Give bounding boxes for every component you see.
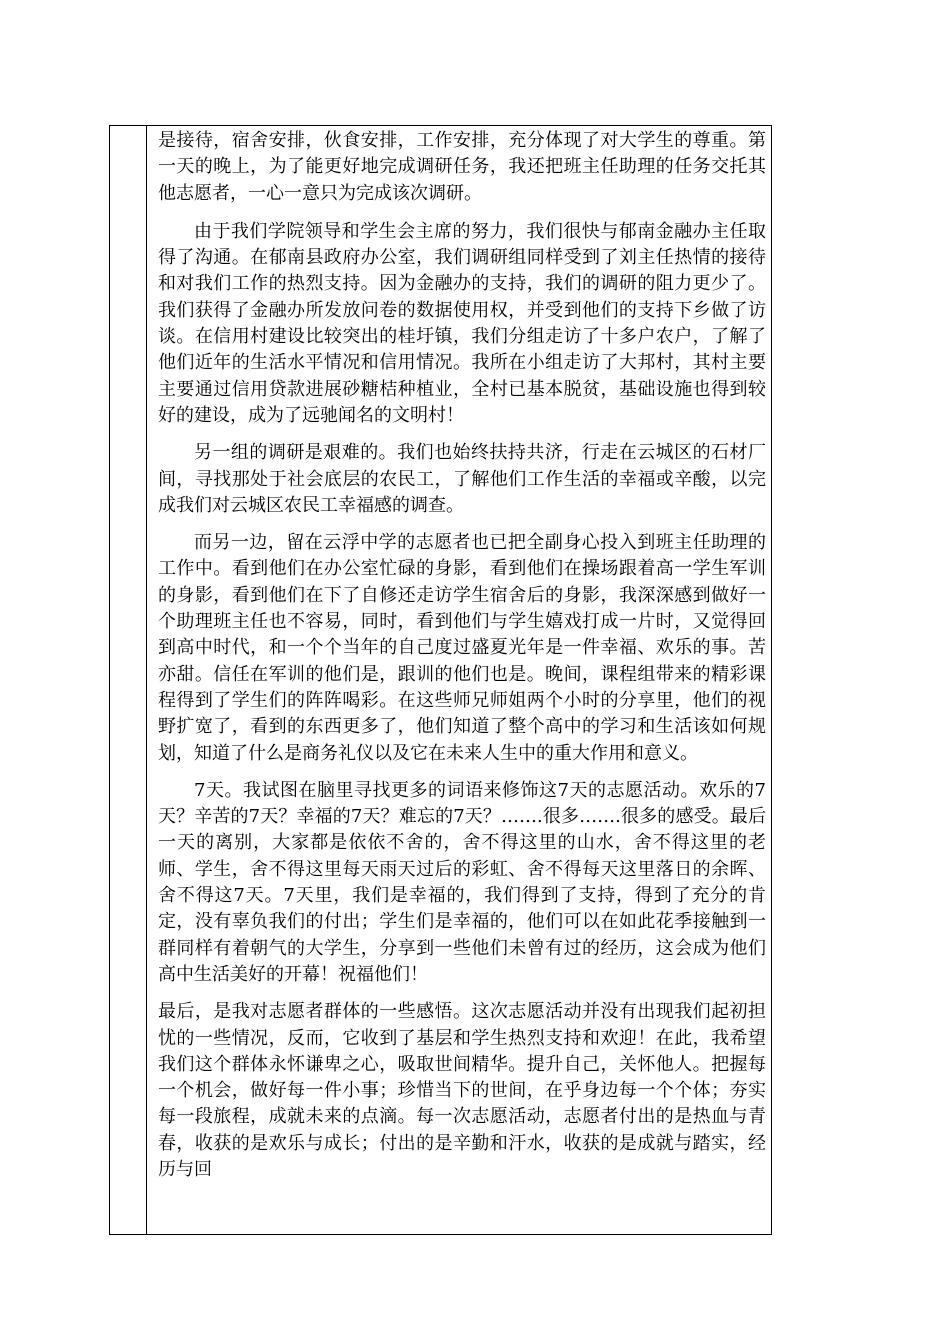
- document-table: [109, 125, 772, 1235]
- paragraph-5: 7天。我试图在脑里寻找更多的词语来修饰这7天的志愿活动。欢乐的7天？辛苦的7天？幸福的7天？难忘的7天？…….很多…….很多的感受。最后一天的离别，大家都是依依不舍的，舍不得这里的山水，舍不得这里的老师、学生，舍不得这里每天雨天过后的彩虹、舍不得每天这里落日的余晖、舍不得这7天。7天里，我们是幸福的，我们得到了支持，得到了充分的肯定，没有辜负我们的付出；学生们是幸福的，他们可以在如此花季接触到一群同样有着朝气的大学生，分享到一些他们未曾有过的经历，这会成为他们高中生活美好的开幕！祝福他们！: [158, 779, 766, 985]
- paragraph-6: 最后，是我对志愿者群体的一些感悟。这次志愿活动并没有出现我们起初担忧的一些情况，反而，它收到了基层和学生热烈支持和欢迎！在此，我希望我们这个群体永怀谦卑之心，吸取世间精华。提升自己，关怀他人。把握每一个机会，做好每一件小事；珍惜当下的世间，在乎身边每一个个体；夯实每一段旅程，成就未来的点滴。每一次志愿活动，志愿者付出的是热血与青春，收获的是欢乐与成长；付出的是辛勤和汗水，收获的是成就与踏实，经历与回: [158, 1001, 766, 1180]
- paragraph-4: 而另一边，留在云浮中学的志愿者也已把全副身心投入到班主任助理的工作中。看到他们在办公室忙碌的身影，看到他们在操场跟着高一学生军训的身影，看到他们在下了自修还走访学生宿舍后的身影，我深深感到做好一个助理班主任也不容易，同时，看到他们与学生嬉戏打成一片时，又觉得回到高中时代，和一个个当年的自己度过盛夏光年是一件幸福、欢乐的事。苦亦甜。信任在军训的他们是，跟训的他们也是。晚间，课程组带来的精彩课程得到了学生们的阵阵喝彩。在这些师兄师姐两个小时的分享里，他们的视野扩宽了，看到的东西更多了，他们知道了整个高中的学习和生活该如何规划，知道了什么是商务礼仪以及它在未来人生中的重大作用和意义。: [158, 532, 766, 764]
- paragraph-3: 另一组的调研是艰难的。我们也始终扶持共济，行走在云城区的石材厂间，寻找那处于社会底层的农民工，了解他们工作生活的幸福或辛酸，以完成我们对云城区农民工幸福感的调查。: [158, 442, 766, 516]
- table-content-cell: [148, 126, 772, 1234]
- table-left-column: [110, 126, 147, 1234]
- paragraph-1: 是接待，宿舍安排，伙食安排，工作安排，充分体现了对大学生的尊重。第一天的晚上，为了能更好地完成调研任务，我还把班主任助理的任务交托其他志愿者，一心一意只为完成该次调研。: [158, 130, 766, 204]
- paragraph-2: 由于我们学院领导和学生会主席的努力，我们很快与郁南金融办主任取得了沟通。在郁南县政府办公室，我们调研组同样受到了刘主任热情的接待和对我们工作的热烈支持。因为金融办的支持，我们的调研的阻力更少了。我们获得了金融办所发放问卷的数据使用权，并受到他们的支持下乡做了访谈。在信用村建设比较突出的桂圩镇，我们分组走访了十多户农户，了解了他们近年的生活水平情况和信用情况。我所在小组走访了大邦村，其村主要主要通过信用贷款进展砂糖桔种植业，全村已基本脱贫，基础设施也得到较好的建设，成为了远驰闻名的文明村！: [158, 220, 766, 426]
